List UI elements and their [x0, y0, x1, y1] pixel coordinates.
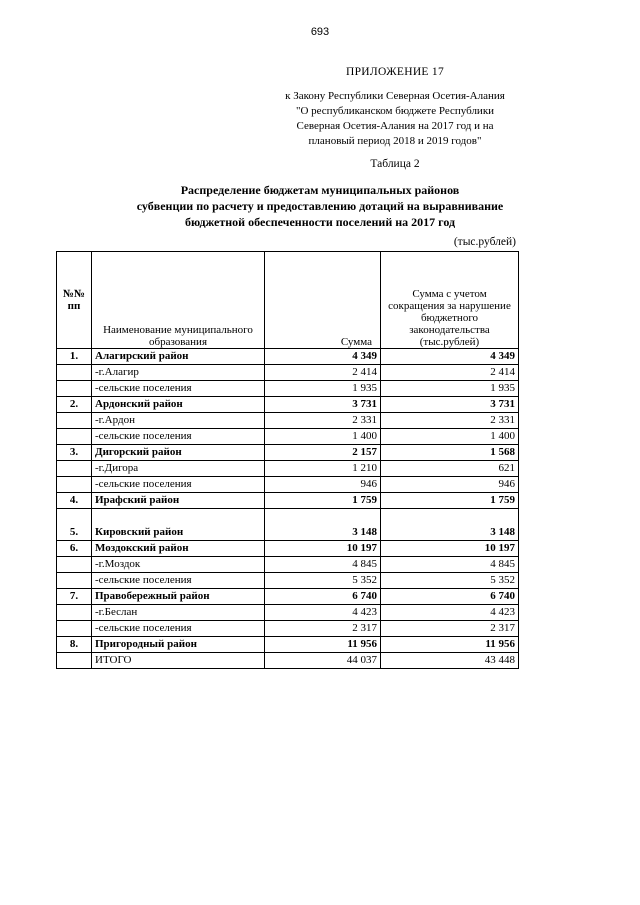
- cell-name: Ирафский район: [92, 493, 265, 509]
- cell-num: 8.: [57, 637, 92, 653]
- table-row: [57, 605, 519, 621]
- cell-reduced: 11 956: [381, 637, 519, 653]
- cell-reduced: 1 759: [381, 493, 519, 509]
- table-row: [57, 477, 519, 493]
- col-header-reduced: Сумма с учетом сокращения за нарушение бюджетного законодательства (тыс.рублей): [381, 252, 519, 349]
- cell-sum: 1 400: [265, 429, 381, 445]
- table-row: [57, 381, 519, 397]
- cell-num: 5.: [57, 509, 92, 541]
- cell-num: 2.: [57, 397, 92, 413]
- cell-sum: 1 935: [265, 381, 381, 397]
- cell-name: -г.Дигора: [92, 461, 265, 477]
- table-body: [57, 349, 519, 669]
- cell-reduced: 3 731: [381, 397, 519, 413]
- heading-line: Распределение бюджетам муниципальных районов: [180, 183, 460, 197]
- cell-sum: 4 423: [265, 605, 381, 621]
- units-note: (тыс.рублей): [453, 236, 516, 248]
- cell-name: -г.Беслан: [92, 605, 265, 621]
- cell-reduced: 5 352: [381, 573, 519, 589]
- appendix-line: плановый период 2018 и 2019 годов": [308, 135, 482, 147]
- cell-num: [57, 653, 92, 669]
- cell-name: Моздокский район: [92, 541, 265, 557]
- table-row: [57, 397, 519, 413]
- cell-sum: 3 148: [265, 509, 381, 541]
- table-row: [57, 509, 519, 541]
- cell-sum: 3 731: [265, 397, 381, 413]
- table-row: [57, 541, 519, 557]
- cell-num: [57, 413, 92, 429]
- appendix-line: "О республиканском бюджете Республики: [295, 105, 495, 117]
- cell-reduced: 946: [381, 477, 519, 493]
- cell-sum: 1 759: [265, 493, 381, 509]
- cell-sum: 1 210: [265, 461, 381, 477]
- cell-reduced: 2 317: [381, 621, 519, 637]
- col-header-name: Наименование муниципального образования: [92, 252, 265, 349]
- cell-num: [57, 557, 92, 573]
- table-row: [57, 557, 519, 573]
- appendix-line: к Закону Республики Северная Осетия-Алания: [285, 90, 505, 102]
- table-row: [57, 349, 519, 365]
- table-row: [57, 589, 519, 605]
- cell-reduced: 1 568: [381, 445, 519, 461]
- cell-num: 3.: [57, 445, 92, 461]
- cell-name: Пригородный район: [92, 637, 265, 653]
- table-row: [57, 621, 519, 637]
- table-row: [57, 493, 519, 509]
- cell-name: -сельские поселения: [92, 477, 265, 493]
- heading-line: бюджетной обеспеченности поселений на 2017 год: [184, 215, 456, 229]
- cell-num: 7.: [57, 589, 92, 605]
- cell-name: Кировский район: [92, 509, 265, 541]
- cell-num: [57, 573, 92, 589]
- cell-name: -г.Моздок: [92, 557, 265, 573]
- cell-sum: 2 317: [265, 621, 381, 637]
- cell-name: -г.Алагир: [92, 365, 265, 381]
- cell-reduced: 3 148: [381, 509, 519, 541]
- cell-name: ИТОГО: [92, 653, 265, 669]
- cell-reduced: 6 740: [381, 589, 519, 605]
- cell-sum: 10 197: [265, 541, 381, 557]
- cell-num: [57, 621, 92, 637]
- cell-sum: 946: [265, 477, 381, 493]
- page-number: 693: [310, 26, 330, 38]
- cell-sum: 4 845: [265, 557, 381, 573]
- cell-num: 4.: [57, 493, 92, 509]
- cell-sum: 4 349: [265, 349, 381, 365]
- cell-sum: 5 352: [265, 573, 381, 589]
- table-label: Таблица 2: [370, 158, 420, 170]
- cell-num: [57, 429, 92, 445]
- cell-name: -сельские поселения: [92, 573, 265, 589]
- cell-num: 6.: [57, 541, 92, 557]
- cell-sum: 2 414: [265, 365, 381, 381]
- table-row: [57, 637, 519, 653]
- table-heading: [40, 182, 600, 230]
- cell-name: -сельские поселения: [92, 621, 265, 637]
- cell-reduced: 4 845: [381, 557, 519, 573]
- table-row: [57, 573, 519, 589]
- cell-num: [57, 477, 92, 493]
- table-row: [57, 429, 519, 445]
- cell-num: [57, 461, 92, 477]
- cell-num: [57, 381, 92, 397]
- cell-name: -сельские поселения: [92, 429, 265, 445]
- cell-reduced: 4 423: [381, 605, 519, 621]
- table-row: [57, 445, 519, 461]
- cell-sum: 2 157: [265, 445, 381, 461]
- cell-reduced: 1 400: [381, 429, 519, 445]
- cell-name: Ардонский район: [92, 397, 265, 413]
- cell-name: Правобережный район: [92, 589, 265, 605]
- cell-reduced: 10 197: [381, 541, 519, 557]
- cell-num: 1.: [57, 349, 92, 365]
- table-row: [57, 461, 519, 477]
- cell-reduced: 4 349: [381, 349, 519, 365]
- cell-sum: 6 740: [265, 589, 381, 605]
- cell-num: [57, 365, 92, 381]
- cell-sum: 44 037: [265, 653, 381, 669]
- cell-name: Дигорский район: [92, 445, 265, 461]
- cell-reduced: 2 331: [381, 413, 519, 429]
- budget-table: [56, 251, 519, 669]
- cell-name: Алагирский район: [92, 349, 265, 365]
- col-header-num: №№ пп: [57, 252, 92, 349]
- appendix-line: Северная Осетия-Алания на 2017 год и на: [296, 120, 494, 132]
- table-row: [57, 365, 519, 381]
- appendix-lines: [250, 89, 540, 149]
- cell-name: -сельские поселения: [92, 381, 265, 397]
- cell-sum: 11 956: [265, 637, 381, 653]
- heading-line: субвенции по расчету и предоставлению дотаций на выравнивание: [136, 199, 504, 213]
- appendix-title: ПРИЛОЖЕНИЕ 17: [345, 66, 445, 78]
- cell-name: -г.Ардон: [92, 413, 265, 429]
- cell-reduced: 2 414: [381, 365, 519, 381]
- cell-num: [57, 605, 92, 621]
- cell-reduced: 1 935: [381, 381, 519, 397]
- cell-reduced: 43 448: [381, 653, 519, 669]
- table-row: [57, 413, 519, 429]
- col-header-sum: Сумма: [265, 252, 381, 349]
- cell-sum: 2 331: [265, 413, 381, 429]
- cell-reduced: 621: [381, 461, 519, 477]
- table-header-row: [57, 252, 519, 349]
- total-row: [57, 653, 519, 669]
